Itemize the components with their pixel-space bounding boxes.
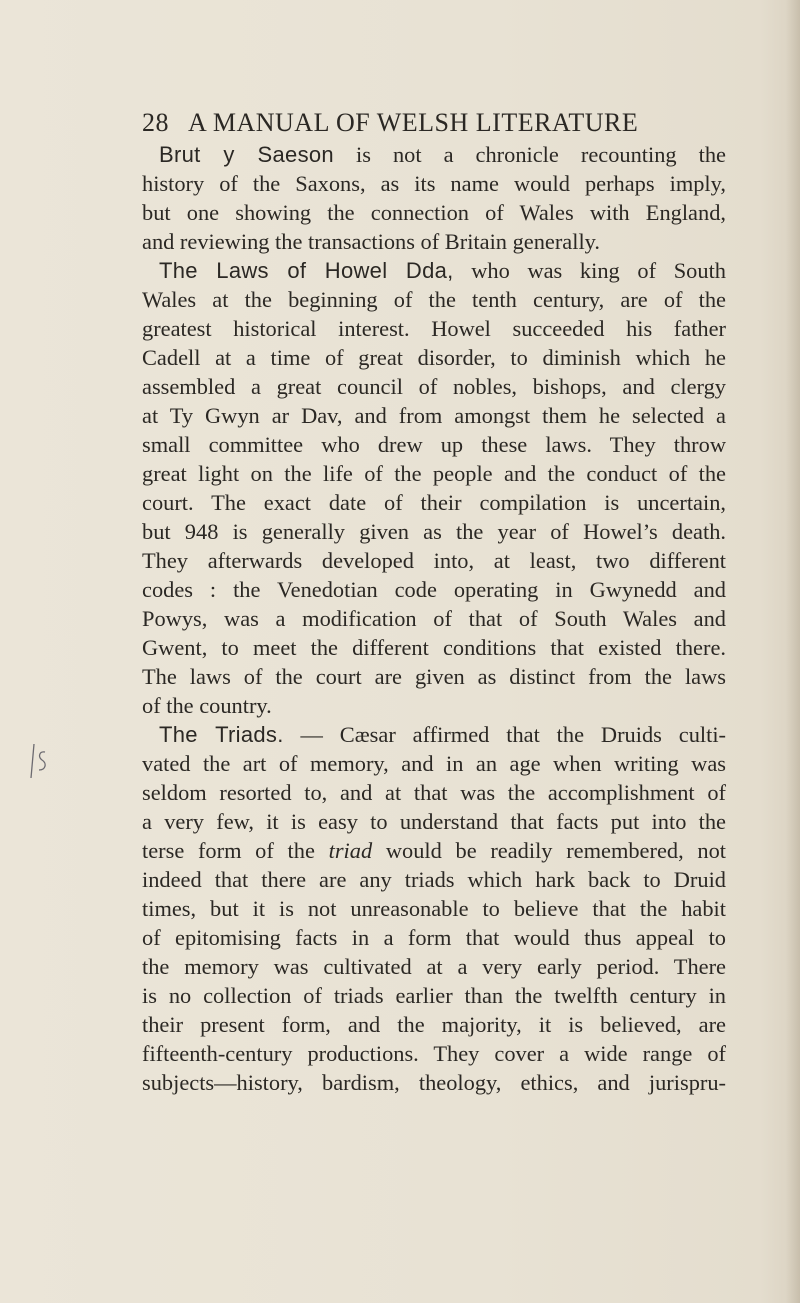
text-line: fifteenth-century productions. They cover a wide range of <box>142 1041 726 1066</box>
section-heading-triads: The Triads. <box>159 722 284 747</box>
text-line: Gwent, to meet the different conditions that existed there. <box>142 635 726 660</box>
text-line: is no collection of triads earlier than the twelfth century in <box>142 983 726 1008</box>
text-line: of epitomising facts in a form that would thus appeal to <box>142 925 726 950</box>
body-text <box>142 140 726 1097</box>
text-line: but one showing the connection of Wales with England, <box>142 200 726 225</box>
text-line: assembled a great council of nobles, bishops, and clergy <box>142 374 726 399</box>
text-line: small committee who drew up these laws. They throw <box>142 432 726 457</box>
text-line: their present form, and the majority, it is believed, are <box>142 1012 726 1037</box>
pencil-margin-mark <box>28 742 50 782</box>
text-line: the memory was cultivated at a very early period. There <box>142 954 726 979</box>
text-line: and reviewing the transactions of Britain generally. <box>142 229 601 254</box>
text-line: They afterwards developed into, at least, two different <box>142 548 726 573</box>
text-line: Brut y Saeson is not a chronicle recounting the <box>159 142 726 167</box>
text-line: of the country. <box>142 693 272 718</box>
text-line: times, but it is not unreasonable to believe that the habit <box>142 896 726 921</box>
text-line: Powys, was a modification of that of South Wales and <box>142 606 726 631</box>
text-line: seldom resorted to, and at that was the accomplishment of <box>142 780 726 805</box>
section-heading-laws-of-howel-dda: The Laws of Howel Dda, <box>159 258 454 283</box>
text-line: indeed that there are any triads which hark back to Druid <box>142 867 726 892</box>
text-line: greatest historical interest. Howel succeeded his father <box>142 316 726 341</box>
text-line: Cadell at a time of great disorder, to diminish which he <box>142 345 726 370</box>
text-line: court. The exact date of their compilation is uncertain, <box>142 490 726 515</box>
text-line: codes : the Venedotian code operating in Gwynedd and <box>142 577 726 602</box>
text-line: The Triads. — Cæsar affirmed that the Druids culti- <box>159 722 727 747</box>
running-header <box>142 108 732 138</box>
text-line: history of the Saxons, as its name would perhaps imply, <box>142 171 726 196</box>
page-edge-shadow <box>786 0 800 1303</box>
text-line: vated the art of memory, and in an age when writing was <box>142 751 726 776</box>
section-heading-brut-y-saeson: Brut y Saeson <box>159 142 334 167</box>
text-line: subjects—history, bardism, theology, ethics, and jurispru- <box>142 1070 726 1095</box>
running-title: A MANUAL OF WELSH LITERATURE <box>188 108 639 137</box>
text-line: but 948 is generally given as the year of Howel’s death. <box>142 519 726 544</box>
text-line: The laws of the court are given as distinct from the laws <box>142 664 726 689</box>
text-line: The Laws of Howel Dda, who was king of South <box>159 258 726 283</box>
italic-term-triad: triad <box>328 838 373 863</box>
text-line: a very few, it is easy to understand that facts put into the <box>142 809 726 834</box>
text-line: great light on the life of the people and the conduct of the <box>142 461 726 486</box>
page-number: 28 <box>142 108 169 137</box>
text-line: Wales at the beginning of the tenth century, are of the <box>142 287 726 312</box>
text-line: at Ty Gwyn ar Dav, and from amongst them he selected a <box>142 403 726 428</box>
text-line: terse form of the triad would be readily remembered, not <box>142 838 726 863</box>
